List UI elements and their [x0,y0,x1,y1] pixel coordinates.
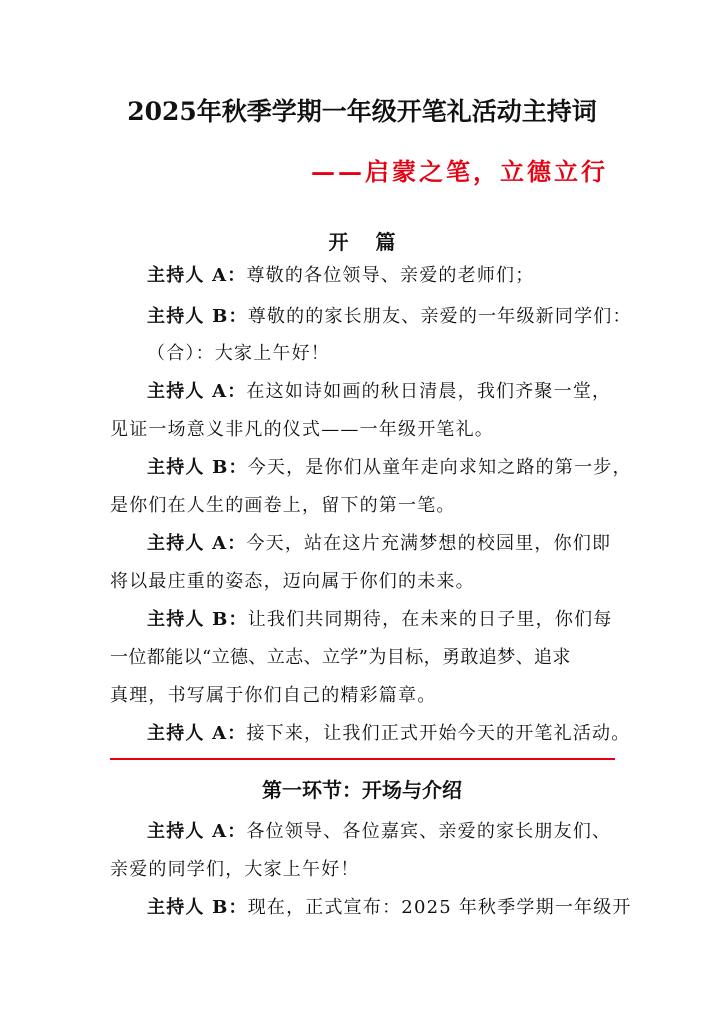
speaker-label: 主持人 B： [147,306,248,327]
paragraph-line [110,418,615,442]
paragraph-line [147,380,615,404]
line-text: （合）：大家上午好！ [147,343,330,364]
paragraph-line [110,646,615,670]
line-text: 各位领导、各位嘉宾、亲爱的家长朋友们、 [246,821,612,842]
paragraph-line [147,896,632,920]
document-title: 2025年秋季学期一年级开笔礼活动主持词 [127,97,597,126]
section-heading-opening: 开 篇 [328,230,406,254]
speaker-label: 主持人 B： [147,897,248,918]
line-text: 尊敬的各位领导、亲爱的老师们； [246,265,535,286]
line-text: 亲爱的同学们，大家上午好！ [110,859,360,880]
paragraph-line [147,342,615,366]
speaker-label: 主持人 A： [147,381,247,402]
paragraph-line [110,494,615,518]
section-divider [110,758,615,760]
line-text: 是你们在人生的画卷上，留下的第一笔。 [110,495,456,516]
line-text: 现在，正式宣布：2025 年秋季学期一年级开 [247,897,632,918]
paragraph-line [147,820,615,844]
speaker-label: 主持人 A： [147,533,247,554]
paragraph-line [147,722,631,746]
speaker-label: 主持人 A： [147,265,247,286]
line-text: 让我们共同期待，在未来的日子里，你们每 [247,609,613,630]
paragraph-line [110,684,615,708]
line-text: 今天，是你们从童年走向求知之路的第一步， [247,457,632,478]
paragraph-line [110,570,615,594]
paragraph-line [147,532,615,556]
line-text: 尊敬的的家长朋友、亲爱的一年级新同学们： [247,306,632,327]
speaker-label: 主持人 B： [147,457,248,478]
paragraph-line [147,608,615,632]
line-text: 接下来，让我们正式开始今天的开笔礼活动。 [246,723,631,744]
paragraph-line [147,456,632,480]
line-text: 见证一场意义非凡的仪式——一年级开笔礼。 [110,419,494,440]
line-text: 真理，书写属于你们自己的精彩篇章。 [110,685,437,706]
speaker-label: 主持人 B： [147,609,248,630]
speaker-label: 主持人 A： [147,821,247,842]
speaker-label: 主持人 A： [147,723,247,744]
line-text: 将以最庄重的姿态，迈向属于你们的未来。 [110,571,475,592]
line-text: 一位都能以“立德、立志、立学”为目标，勇敢追梦、追求 [110,647,571,668]
section-heading-part-one: 第一环节：开场与介绍 [262,778,462,802]
line-text: 今天，站在这片充满梦想的校园里，你们即 [246,533,612,554]
paragraph-line [147,305,632,329]
paragraph-line [110,858,615,882]
paragraph-line [147,264,615,288]
line-text: 在这如诗如画的秋日清晨，我们齐聚一堂， [246,381,612,402]
document-subtitle: ——启蒙之笔，立德立行 [311,157,608,186]
